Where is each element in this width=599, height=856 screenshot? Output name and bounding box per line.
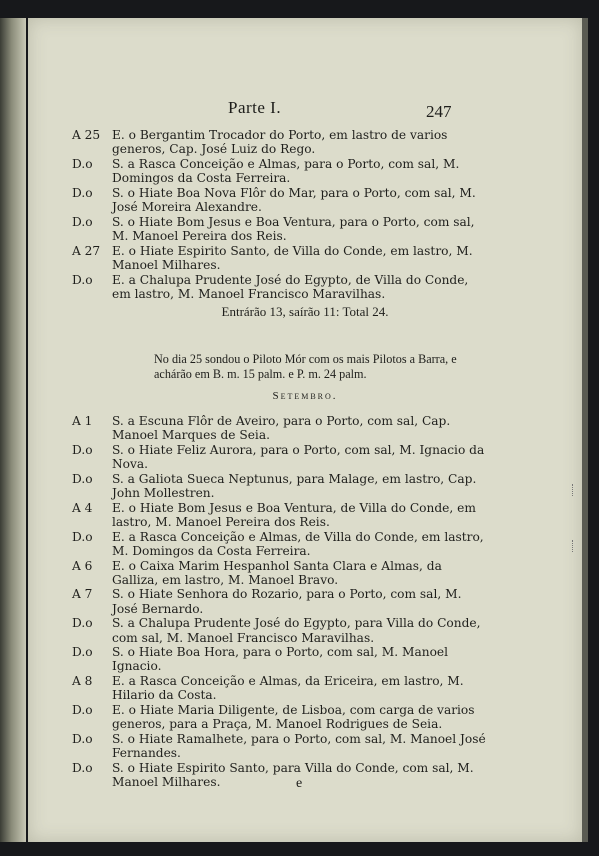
entry-date: D.o [72, 645, 93, 660]
entry-date: D.o [72, 272, 93, 287]
list-item [74, 157, 489, 185]
entry-date: D.o [72, 442, 93, 457]
entry-date: A 25 [72, 128, 101, 142]
entry-date: D.o [72, 529, 93, 544]
entry-text: S. o Hiate Ramalhete, para o Porto, com sal, M. Manoel José Fernandes. [112, 731, 486, 761]
entry-date: A 7 [72, 587, 93, 602]
entry-date: D.o [72, 760, 93, 775]
entry-text: E. o Bergantim Trocador do Porto, em lastro de varios generos, Cap. José Luiz do Rego. [112, 128, 448, 157]
monthly-summary: Entrárão 13, saírão 11: Total 24. [221, 304, 389, 319]
list-item [74, 530, 489, 558]
margin-mark [572, 540, 577, 552]
entry-text: S. a Escuna Flôr de Aveiro, para o Porto, com sal, Cap. Manoel Marques de Seia. [112, 414, 451, 443]
entry-text: S. o Hiate Bom Jesus e Boa Ventura, para o Porto, com sal, M. Manoel Pereira dos Reis. [112, 214, 475, 243]
entry-text: E. o Hiate Espirito Santo, de Villa do Conde, em lastro, M. Manoel Milhares. [112, 243, 473, 272]
entry-date: D.o [72, 731, 93, 746]
list-item [74, 501, 489, 529]
list-item [74, 414, 489, 442]
list-item [74, 472, 489, 500]
entry-text: E. o Hiate Maria Diligente, de Lisboa, com carga de varios generos, para a Praça, M. Manoel Rodrigues de Seia. [112, 703, 475, 732]
list-item [74, 587, 489, 615]
list-item [74, 616, 489, 644]
entry-date: D.o [72, 185, 93, 200]
entry-text: S. o Hiate Espirito Santo, para Villa do Conde, com sal, M. Manoel Milhares. [112, 760, 474, 790]
entry-date: D.o [72, 156, 93, 171]
book-gutter [0, 18, 26, 842]
entry-date: A 1 [72, 414, 93, 428]
book-page [28, 18, 582, 842]
entry-text: S. a Galiota Sueca Neptunus, para Malage, em lastro, Cap. John Mollestren. [112, 471, 477, 501]
entry-text: E. a Rasca Conceição e Almas, de Villa do Conde, em lastro, M. Domingos da Costa Ferreira. [112, 529, 484, 558]
margin-mark [572, 484, 577, 496]
list-item [74, 732, 489, 760]
list-item [74, 273, 489, 301]
list-item [74, 703, 489, 731]
entry-text: S. o Hiate Boa Nova Flôr do Mar, para o Porto, com sal, M. José Moreira Alexandre. [112, 185, 476, 215]
entry-date: D.o [72, 471, 93, 486]
list-item [74, 128, 489, 156]
entry-date: D.o [72, 616, 93, 631]
signature-mark: e [296, 776, 303, 791]
list-item [74, 761, 489, 789]
page-header-title: Parte I. [228, 98, 282, 117]
entry-date: A 4 [72, 500, 93, 515]
entry-date: D.o [72, 214, 93, 229]
entry-text: S. o Hiate Senhora do Rozario, para o Porto, com sal, M. José Bernardo. [112, 587, 462, 616]
august-entries [74, 128, 489, 301]
list-item [74, 186, 489, 214]
entry-text: E. a Rasca Conceição e Almas, da Ericeira, em lastro, M. Hilario da Costa. [112, 674, 464, 703]
list-item [74, 215, 489, 243]
list-item [74, 559, 489, 587]
list-item [74, 645, 489, 673]
list-item [74, 443, 489, 471]
page-edge-shadow [582, 18, 588, 842]
list-item [74, 674, 489, 702]
entry-date: D.o [72, 703, 93, 718]
entry-text: E. o Hiate Bom Jesus e Boa Ventura, de Villa do Conde, em lastro, M. Manoel Pereira dos Reis. [112, 500, 476, 529]
list-item [74, 244, 489, 272]
entry-text: S. o Hiate Boa Hora, para o Porto, com sal, M. Manoel Ignacio. [112, 645, 449, 674]
pilot-note: No dia 25 sondou o Piloto Mór com os mais Pilotos a Barra, e achárão em B. m. 15 palm. e P. m. 24 palm. [154, 352, 457, 381]
entry-text: S. o Hiate Feliz Aurora, para o Porto, com sal, M. Ignacio da Nova. [112, 442, 485, 472]
entry-date: A 6 [72, 558, 93, 573]
month-heading: Setembro. [272, 390, 338, 402]
entry-text: S. a Chalupa Prudente José do Egypto, para Villa do Conde, com sal, M. Manoel Francisco Maravilhas. [112, 616, 481, 645]
entry-text: E. o Caixa Marim Hespanhol Santa Clara e Almas, da Galliza, em lastro, M. Manoel Bravo. [112, 558, 442, 587]
entry-date: A 27 [72, 243, 101, 258]
entry-text: S. a Rasca Conceição e Almas, para o Porto, com sal, M. Domingos da Costa Ferreira. [112, 156, 460, 186]
entry-date: A 8 [72, 674, 93, 689]
page-number: 247 [426, 102, 452, 121]
september-entries [74, 414, 489, 790]
entry-text: E. a Chalupa Prudente José do Egypto, de Villa do Conde, em lastro, M. Manoel Francisco Maravilhas. [112, 272, 469, 301]
